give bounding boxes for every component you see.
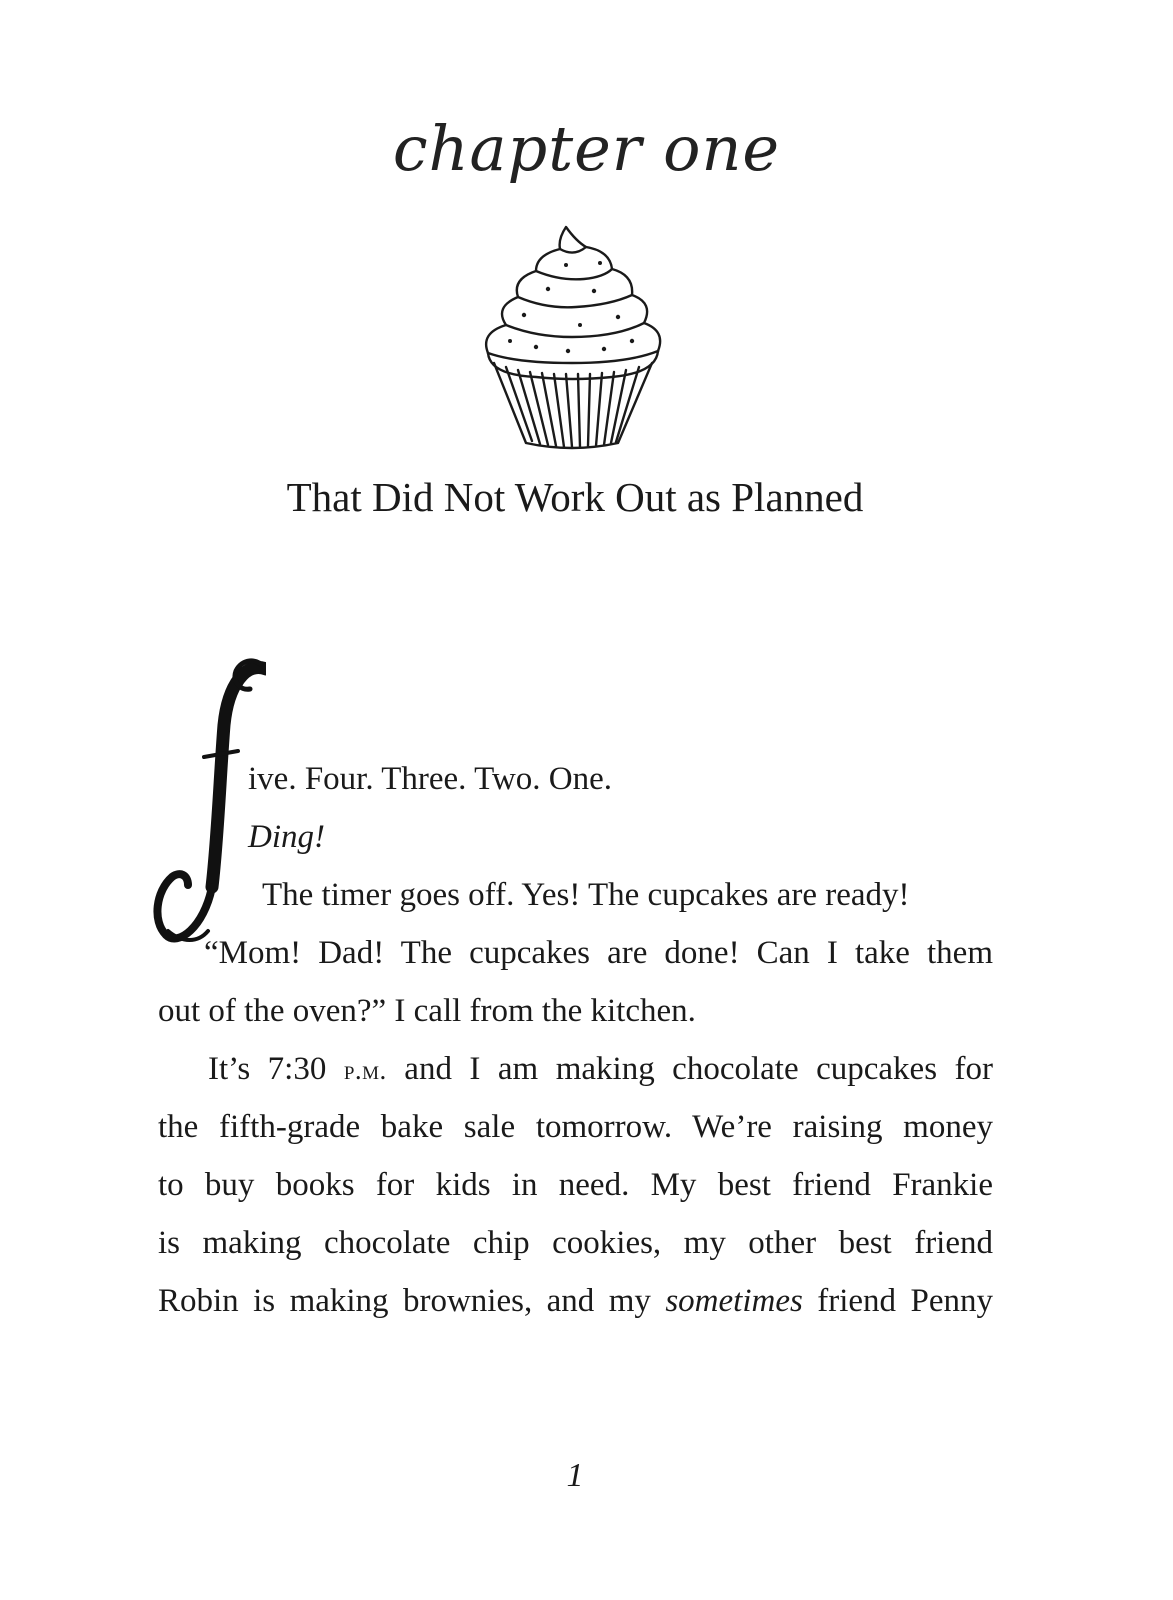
body-line: “Mom! Dad! The cupcakes are done! Can I take them [204,935,993,971]
page-number: 1 [566,1457,584,1494]
body-line: the fifth-grade bake sale tomorrow. We’re raising money [158,1109,993,1145]
body-line: ive. Four. Three. Two. One. [248,761,612,797]
body-text: friend Penny [802,1283,993,1319]
body-line: The timer goes off. Yes! The cupcakes are ready! [262,877,910,913]
body-text: and I am making chocolate cupcakes for [386,1051,993,1087]
body-line [208,1053,993,1086]
body-line-ding: Ding! [248,819,325,855]
chapter-label: chapter one [392,112,781,185]
body-line: to buy books for kids in need. My best friend Frankie [158,1167,993,1203]
body-line [158,1285,993,1318]
cupcake-icon [476,225,668,457]
dropcap-letter [146,655,266,955]
body-line: out of the oven?” I call from the kitchen. [158,993,696,1029]
body-text: Robin is making brownies, and my [158,1283,666,1319]
body-line: is making chocolate chip cookies, my other best friend [158,1225,993,1261]
emphasis-text: sometimes [665,1283,803,1319]
body-text: It’s 7:30 [208,1051,344,1087]
chapter-title: That Did Not Work Out as Planned [286,474,864,520]
time-suffix: p.m. [343,1055,387,1085]
